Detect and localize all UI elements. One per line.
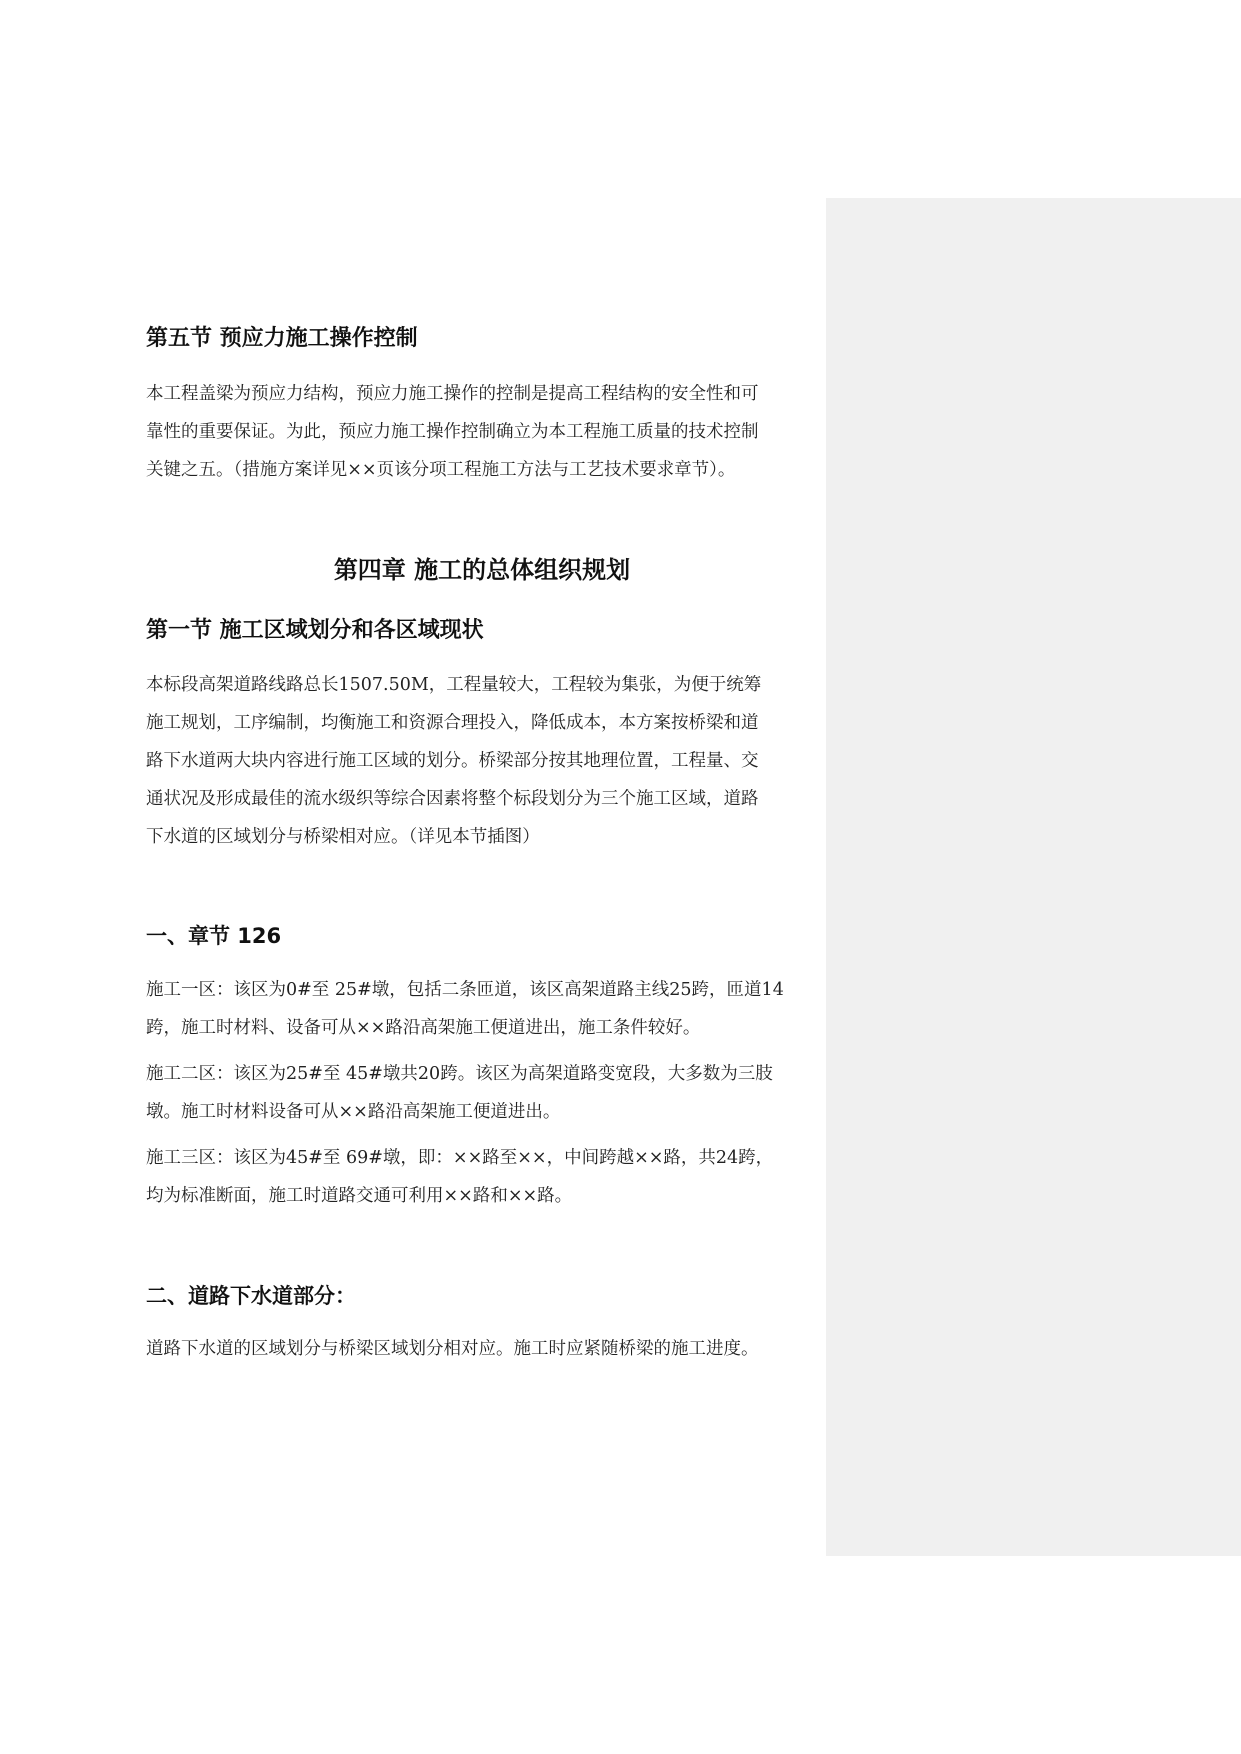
subsection-2-paragraph-line: 道路下水道的区域划分与桥梁区域划分相对应。施工时应紧随桥梁的施工进度。 — [146, 1339, 759, 1359]
subsection-2-heading: 二、道路下水道部分： — [146, 1284, 356, 1308]
zone-2-line: 施工二区：该区为25#至 45#墩共20跨。该区为高架道路变宽段，大多数为三肢 — [146, 1064, 773, 1084]
zone-3-line: 均为标准断面，施工时道路交通可利用××路和××路。 — [146, 1186, 573, 1206]
zone-1-line: 施工一区：该区为0#至 25#墩，包括二条匝道，该区高架道路主线25跨，匝道14 — [146, 980, 784, 1000]
section-1-paragraph-line: 通状况及形成最佳的流水级织等综合因素将整个标段划分为三个施工区域，道路 — [146, 789, 759, 809]
zone-2-line: 墩。施工时材料设备可从××路沿高架施工便道进出。 — [146, 1102, 561, 1122]
section-1-paragraph-line: 下水道的区域划分与桥梁相对应。（详见本节插图） — [146, 827, 540, 847]
section-1-heading: 第一节 施工区域划分和各区域现状 — [146, 618, 484, 643]
section-1-paragraph-line: 路下水道两大块内容进行施工区域的划分。桥梁部分按其地理位置，工程量、交 — [146, 751, 759, 771]
section-5-paragraph-line: 关键之五。（措施方案详见××页该分项工程施工方法与工艺技术要求章节）。 — [146, 460, 736, 480]
section-1-paragraph-line: 施工规划，工序编制，均衡施工和资源合理投入，降低成本，本方案按桥梁和道 — [146, 713, 759, 733]
comment-margin-pane — [826, 198, 1241, 1556]
section-5-paragraph-line: 本工程盖梁为预应力结构，预应力施工操作的控制是提高工程结构的安全性和可 — [146, 384, 759, 404]
zone-3-line: 施工三区：该区为45#至 69#墩，即：××路至××，中间跨越××路，共24跨， — [146, 1148, 774, 1168]
subsection-1-heading: 一、章节 126 — [146, 924, 282, 948]
section-5-paragraph-line: 靠性的重要保证。为此，预应力施工操作控制确立为本工程施工质量的技术控制 — [146, 422, 759, 442]
section-1-paragraph-line: 本标段高架道路线路总长1507.50M，工程量较大，工程较为集张，为便于统筹 — [146, 675, 762, 695]
section-5-heading: 第五节 预应力施工操作控制 — [146, 326, 418, 351]
zone-1-line: 跨，施工时材料、设备可从××路沿高架施工便道进出，施工条件较好。 — [146, 1018, 701, 1038]
chapter-4-heading: 第四章 施工的总体组织规划 — [333, 556, 631, 584]
